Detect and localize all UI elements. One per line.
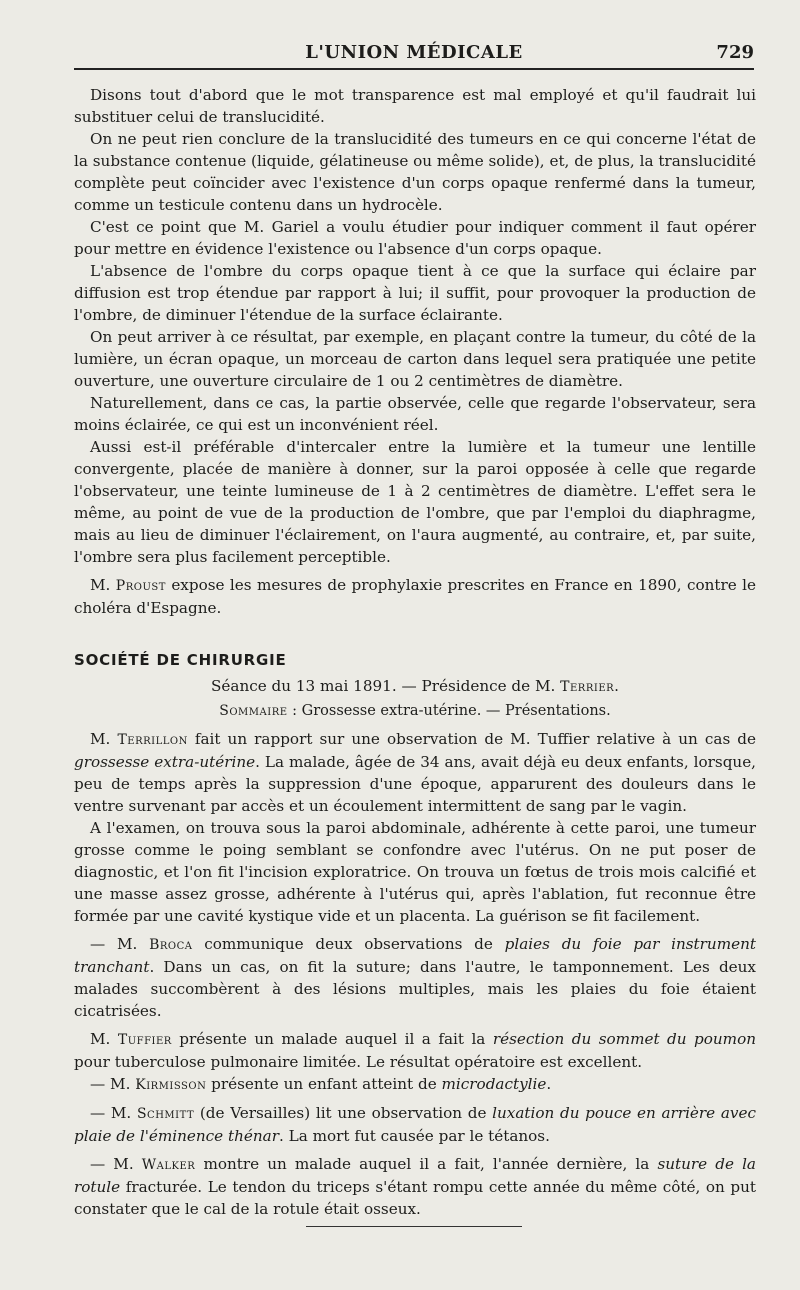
report-tuffier	[74, 1028, 756, 1073]
session-text: Séance du 13 mai 1891. — Présidence de M.	[211, 677, 561, 695]
report-schmitt	[74, 1102, 756, 1147]
report-terrillon	[74, 728, 756, 817]
author-schmitt: Schmitt	[136, 1106, 195, 1122]
paragraph-3: C'est ce point que M. Gariel a voulu étudier pour indiquer comment il faut opérer pour mettre en évidence l'existence ou l'absence d'un corps opaque.	[74, 218, 756, 258]
running-title: L'UNION MÉDICALE	[305, 42, 523, 63]
report-subject: microdactylie	[441, 1075, 547, 1093]
paragraph-7: Aussi est-il préférable d'intercaler entre la lumière et la tumeur une lentille convergente, placée de manière à donner, sur la paroi opposée à celle que regarde l'observateur, une teinte lumineuse de 1 à 2 centimètres de diamètre. L'effet sera le même, au point de vue de la production de l'ombre, que par l'emploi du diaphragme, mais au lieu de diminuer l'éclairement, on l'aura augmenté, au contraire, et, par suite, l'ombre sera plus facilement perceptible.	[74, 438, 756, 566]
report-kirmisson	[74, 1073, 756, 1096]
summary-text: : Grossesse extra-utérine. — Présentations.	[287, 703, 611, 719]
report-text: présente un enfant atteint de	[206, 1075, 442, 1093]
report-text: (de Versailles) lit une observation de	[194, 1104, 493, 1122]
author-broca: Broca	[149, 937, 193, 953]
report-subject: luxation du pouce en arrière avec plaie de l'éminence thénar	[74, 1104, 756, 1145]
report-text: . La malade, âgée de 34 ans, avait déjà eu deux enfants, lorsque, peu de temps après la suppression d'une époque, apparurent des douleurs dans le ventre survenant par accès et un écoulement intermittent de sang par le vagin.	[74, 753, 757, 815]
paragraph-2: On ne peut rien conclure de la translucidité des tumeurs en ce qui concerne l'état de la substance contenue (liquide, gélatineuse ou même solide), et, de plus, la translucidité complète peut coïncider avec l'existence d'un corps opaque renfermé dans la tumeur, comme un testicule contenu dans un hydrocèle.	[74, 130, 756, 214]
m-prefix: — M.	[90, 1075, 136, 1093]
report-examination: A l'examen, on trouva sous la paroi abdominale, adhérente à cette paroi, une tumeur grosse comme le poing semblant se confondre avec l'utérus. On ne put poser de diagnostic, et l'on fit l'incision exploratrice. On trouva un fœtus de trois mois calcifié et une masse assez grosse, adhérente à l'utérus qui, après l'ablation, fut reconnue être formée par une cavité kystique vide et un placenta. La guérison se fit facilement.	[74, 819, 756, 925]
summary-line	[74, 700, 756, 722]
author-terrillon: Terrillon	[117, 732, 188, 748]
society-title: SOCIÉTÉ DE CHIRURGIE	[74, 651, 287, 669]
report-text: fracturée. Le tendon du triceps s'étant rompu cette année du même côté, on put constater que le cal de la rotule était osseux.	[74, 1178, 756, 1218]
article-body	[74, 84, 756, 1220]
author-tuffier: Tuffier	[117, 1032, 172, 1048]
header-rule	[74, 68, 754, 70]
footer-rule	[306, 1226, 522, 1227]
author-proust: Proust	[115, 578, 166, 594]
report-text: présente un malade auquel il a fait la	[171, 1030, 493, 1048]
report-text: communique deux observations de	[192, 935, 505, 953]
report-text: montre un malade auquel il a fait, l'année dernière, la	[195, 1155, 658, 1173]
paragraph-4: L'absence de l'ombre du corps opaque tient à ce que la surface qui éclaire par diffusion est trop étendue par rapport à lui; il suffit, pour provoquer la production de l'ombre, de diminuer l'étendue de la surface éclairante.	[74, 262, 756, 324]
report-text: . Dans un cas, on fit la suture; dans l'autre, le tamponnement. Les deux malades succombèrent à des lésions multiples, mais les plaies du foie étaient cicatrisées.	[74, 958, 756, 1020]
paragraph-5: On peut arriver à ce résultat, par exemple, en plaçant contre la tumeur, du côté de la lumière, un écran opaque, un morceau de carton dans lequel sera pratiquée une petite ouverture, une ouverture circulaire de 1 ou 2 centimètres de diamètre.	[74, 328, 756, 390]
paragraph-6: Naturellement, dans ce cas, la partie observée, celle que regarde l'observateur, sera moins éclairée, ce qui est un inconvénient réel.	[74, 394, 756, 434]
paragraph-8-text: expose les mesures de prophylaxie prescrites en France en 1890, contre le choléra d'Espagne.	[74, 576, 756, 617]
m-prefix: M.	[90, 576, 116, 594]
report-broca	[74, 933, 756, 1022]
page-number: 729	[716, 42, 754, 63]
m-prefix: — M.	[90, 1104, 137, 1122]
report-subject: suture de la rotule	[74, 1155, 756, 1196]
session-line: Séance du 13 mai 1891. — Présidence de M. Terrier.	[211, 677, 619, 695]
report-text: .	[546, 1075, 552, 1093]
report-subject: résection du sommet du poumon	[492, 1030, 757, 1048]
m-prefix: — M.	[90, 1155, 142, 1173]
summary-label: Sommaire	[219, 703, 288, 719]
report-subject: grossesse extra-utérine	[74, 753, 256, 771]
m-prefix: — M.	[90, 935, 150, 953]
report-walker	[74, 1153, 756, 1220]
report-text: pour tuberculose pulmonaire limitée. Le résultat opératoire est excellent.	[74, 1053, 643, 1071]
president-name: Terrier	[560, 679, 615, 695]
author-kirmisson: Kirmisson	[135, 1077, 207, 1093]
m-prefix: M.	[90, 1030, 118, 1048]
m-prefix: M.	[90, 730, 118, 748]
report-text: . La mort fut causée par le tétanos.	[278, 1127, 550, 1145]
paragraph-1: Disons tout d'abord que le mot transparence est mal employé et qu'il faudrait lui substituer celui de translucidité.	[74, 86, 756, 126]
report-text: fait un rapport sur une observation de M. Tuffier relative à un cas de	[187, 730, 756, 748]
page-header	[74, 42, 754, 70]
author-walker: Walker	[141, 1157, 196, 1173]
report-subject: plaies du foie par instrument tranchant	[74, 935, 756, 976]
paragraph-8	[74, 574, 756, 619]
